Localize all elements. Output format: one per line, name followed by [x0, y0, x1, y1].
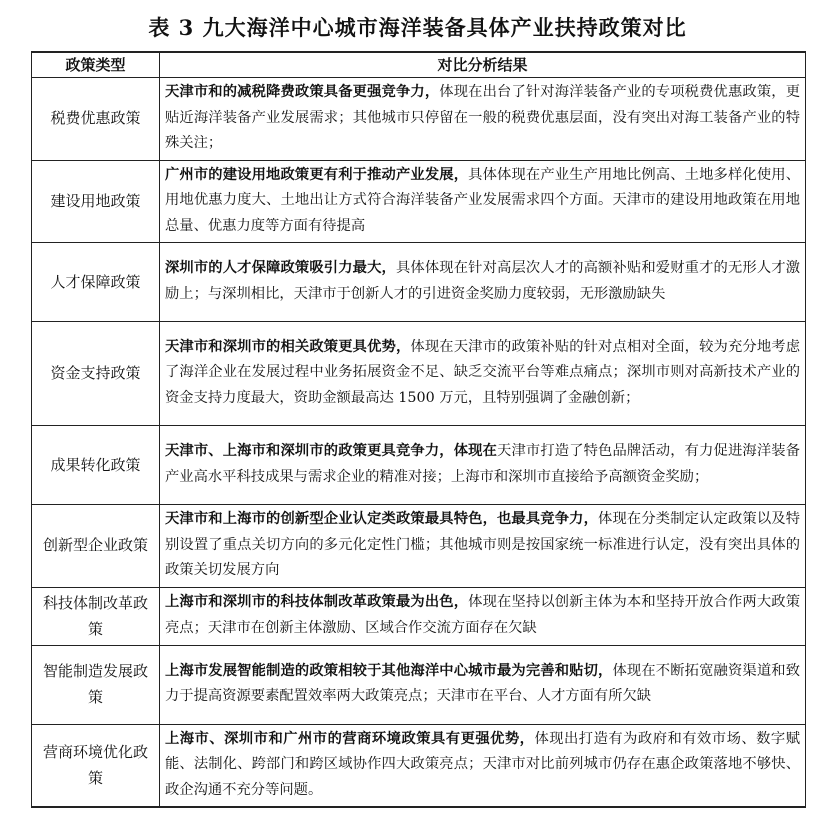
policy-type-cell: 营商环境优化政策: [32, 724, 160, 807]
table-row: [32, 645, 806, 724]
table-row: [32, 505, 806, 588]
analysis-highlight: 天津市和上海市的创新型企业认定类政策最具特色，也最具竞争力，: [165, 511, 599, 527]
policy-type-cell: 智能制造发展政策: [32, 645, 160, 724]
analysis-highlight: 深圳市的人才保障政策吸引力最大，: [165, 260, 396, 276]
analysis-text: 体现在不断拓宽融资渠道和致力于提高资源要素配置效率两大政策亮点；天津市在平台、人才方面有所欠缺: [165, 662, 800, 704]
analysis-cell: [160, 724, 806, 807]
analysis-highlight: 上海市和深圳市的科技体制改革政策最为出色，: [165, 594, 469, 610]
analysis-text: 具体体现在针对高层次人才的高额补贴和爱财重才的无形人才激励上；与深圳相比，天津市于创新人才的引进资金奖励力度较弱，无形激励缺失: [165, 260, 801, 302]
table-header-row: [32, 52, 806, 78]
analysis-highlight: 广州市的建设用地政策更有利于推动产业发展，: [165, 166, 469, 183]
analysis-highlight: 上海市、深圳市和广州市的营商环境政策具有更强优势，: [165, 730, 535, 747]
analysis-text: 体现在坚持以创新主体为本和坚持开放合作两大政策亮点；天津市在创新主体激励、区域合作交流方面存在欠缺: [165, 594, 801, 636]
table-row: [32, 243, 806, 322]
policy-type-cell: 人才保障政策: [32, 243, 160, 322]
analysis-highlight: 天津市和的减税降费政策具备更强竞争力，: [165, 84, 440, 100]
analysis-cell: [160, 426, 806, 505]
policy-type-cell: 税费优惠政策: [32, 78, 160, 161]
header-policy-type: 政策类型: [32, 52, 160, 78]
table-row: [32, 426, 806, 505]
analysis-text: 体现出打造有为政府和有效市场、数字赋能、法制化、跨部门和跨区域协作四大政策亮点；天津市对比前列城市仍存在惠企政策落地不够快、政企沟通不充分等问题。: [165, 730, 801, 798]
table-row: [32, 78, 806, 161]
analysis-text: 具体体现在产业生产用地比例高、土地多样化使用、用地优惠力度大、土地出让方式符合海洋装备产业发展需求四个方面。天津市的建设用地政策在用地总量、优惠力度等方面有待提高: [165, 166, 801, 234]
policy-comparison-table: [31, 51, 806, 808]
table-title: 表 3 九大海洋中心城市海洋装备具体产业扶持政策对比: [148, 15, 687, 40]
analysis-cell: [160, 587, 806, 645]
policy-type-cell: 建设用地政策: [32, 160, 160, 243]
policy-type-cell: 成果转化政策: [32, 426, 160, 505]
analysis-text: 天津市打造了特色品牌活动，有力促进海洋装备产业高水平科技成果与需求企业的精准对接；上海市和深圳市直接给予高额资金奖励；: [165, 443, 801, 485]
analysis-highlight: 天津市和深圳市的相关政策更具优势，: [165, 338, 411, 355]
analysis-highlight: 天津市、上海市和深圳市的政策更具竞争力，体现在: [165, 443, 498, 459]
analysis-cell: [160, 78, 806, 161]
table-row: [32, 587, 806, 645]
table-row: [32, 724, 806, 807]
policy-type-cell: 科技体制改革政策: [32, 587, 160, 645]
analysis-cell: [160, 505, 806, 588]
analysis-text: 体现在天津市的政策补贴的针对点相对全面，较为充分地考虑了海洋企业在发展过程中业务拓展资金不足、缺乏交流平台等难点痛点；深圳市则对高新技术产业的资金支持力度最大，资助金额最高达 1500 万元，且特别强调了金融创新；: [165, 338, 801, 406]
header-analysis-result: 对比分析结果: [160, 52, 806, 78]
table-row: [32, 160, 806, 243]
analysis-text: 体现在分类制定认定政策以及特别设置了重点关切方向的多元化定性门槛；其他城市则是按国家统一标准进行认定，没有突出具体的政策关切发展方向: [165, 511, 800, 578]
analysis-text: 体现在出台了针对海洋装备产业的专项税费优惠政策，更贴近海洋装备产业发展需求；其他城市只停留在一般的税费优惠层面，没有突出对海工装备产业的特殊关注；: [165, 84, 800, 151]
policy-type-cell: 创新型企业政策: [32, 505, 160, 588]
policy-type-cell: 资金支持政策: [32, 322, 160, 426]
analysis-cell: [160, 243, 806, 322]
analysis-cell: [160, 322, 806, 426]
analysis-highlight: 上海市发展智能制造的政策相较于其他海洋中心城市最为完善和贴切，: [165, 662, 613, 679]
analysis-cell: [160, 160, 806, 243]
analysis-cell: [160, 645, 806, 724]
table-row: [32, 322, 806, 426]
